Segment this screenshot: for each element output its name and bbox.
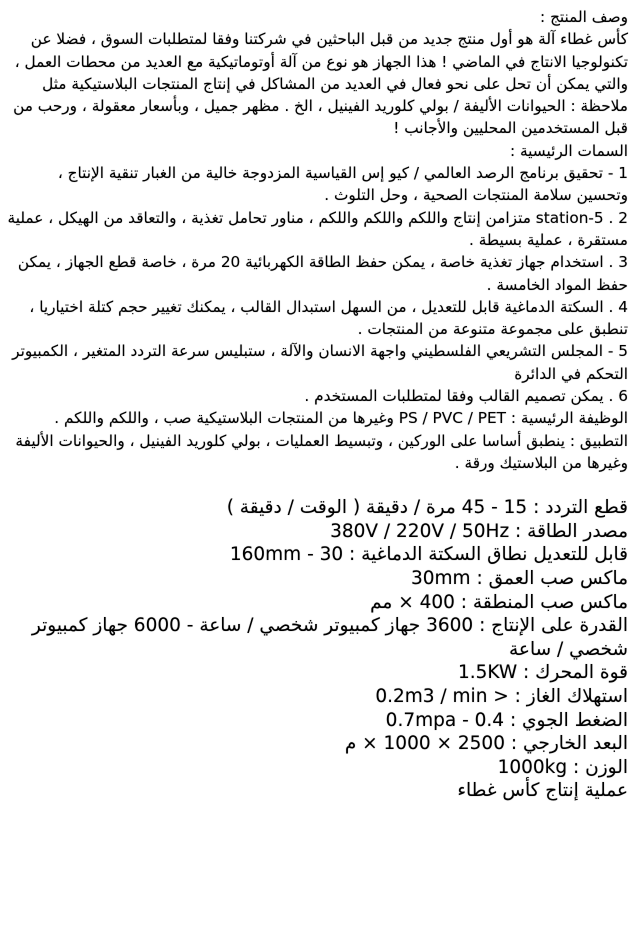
- spec-line: عملية إنتاج كأس غطاء: [457, 780, 628, 802]
- spacer: [4, 474, 628, 496]
- spec-line: مصدر الطاقة : 380V / 220V / 50Hz: [330, 520, 628, 542]
- feature-item: 5 - المجلس التشريعي الفلسطيني واجهة الانسان والآلة ، ستبليس سرعة التردد المتغير ، الكمبيوتر التحكم في الدائرة: [12, 342, 628, 383]
- spec-line: الضغط الجوي : 0.4 - 0.7mpa: [385, 709, 628, 731]
- specs-list: [4, 496, 628, 803]
- spec-line: قطع التردد : 15 - 45 مرة / دقيقة ( الوقت / دقيقة ): [226, 497, 628, 519]
- spec-line: القدرة على الإنتاج : 3600 جهاز كمبيوتر شخصي / ساعة - 6000 جهاز كمبيوتر شخصي / ساعة: [31, 615, 628, 660]
- spec-line: الوزن : 1000kg: [497, 756, 628, 778]
- main-function: الوظيفة الرئيسية : PS / PVC / PET وغيرها من المنتجات البلاستيكية صب ، واللكم واللكم .: [54, 409, 628, 428]
- application-text: التطبيق : ينطبق أساسا على الوركين ، وتبسيط العمليات ، بولي كلوريد الفينيل ، والحيوانات الأليفة وغيرها من البلاستيك ورقة .: [15, 431, 628, 472]
- feature-item: 4 . السكتة الدماغية قابل للتعديل ، من السهل استبدال القالب ، يمكنك تغيير حجم كتلة اختياريا ، تنطبق على مجموعة متنوعة من المنتجات .: [29, 297, 628, 339]
- feature-item: 6 . يمكن تصميم القالب وفقا لمتطلبات المستخدم .: [304, 387, 628, 406]
- spec-line: ماكس صب المنطقة : 400 × مم: [370, 591, 628, 613]
- spec-line: استهلاك الغاز : < 0.2m3 / min: [375, 685, 628, 707]
- feature-item: 1 - تحقيق برنامج الرصد العالمي / كيو إس القياسية المزدوجة خالية من الغبار تنقية الإنتاج ، وتحسين سلامة المنتجات الصحية ، وحل التلوث .: [57, 164, 628, 205]
- spec-line: ماكس صب العمق : 30mm: [411, 568, 628, 590]
- feature-item: 2 . station-5 متزامن إنتاج واللكم واللكم واللكم ، مناور تحامل تغذية ، والتعاقد من الهيكل ، عملية مستقرة ، عملية بسيطة .: [7, 208, 628, 249]
- spec-line: البعد الخارجي : 2500 × 1000 × م: [344, 733, 628, 755]
- intro-paragraph: كأس غطاء آلة هو أول منتج جديد من قبل الباحثين في شركتنا وفقا لمتطلبات السوق ، فضلا عن تكنولوجيا الانتاج في الماضي ! هذا الجهاز هو نوع من آلة أوتوماتيكية مع العديد من محطات العمل ، والتي يمكن أن تحل على نحو فعال في العديد من المشاكل في إنتاج المنتجات البلاستيكية مثل ملاحظة : الحيوانات الأليفة / بولي كلوريد الفينيل ، الخ . مظهر جميل ، وبأسعار معقولة ، ورحب من قبل المستخدمين المحليين والأجانب !: [13, 30, 628, 138]
- spec-line: قوة المحرك : 1.5KW: [457, 662, 628, 684]
- section-heading: وصف المنتج :: [540, 8, 628, 26]
- features-heading: السمات الرئيسية :: [509, 141, 628, 160]
- feature-item: 3 . استخدام جهاز تغذية خاصة ، يمكن حفظ الطاقة الكهربائية 20 مرة ، خاصة قطع الجهاز ، يمكن حفظ المواد الخامسة .: [17, 253, 628, 294]
- spec-line: قابل للتعديل نطاق السكتة الدماغية : 30 - 160mm: [229, 544, 628, 566]
